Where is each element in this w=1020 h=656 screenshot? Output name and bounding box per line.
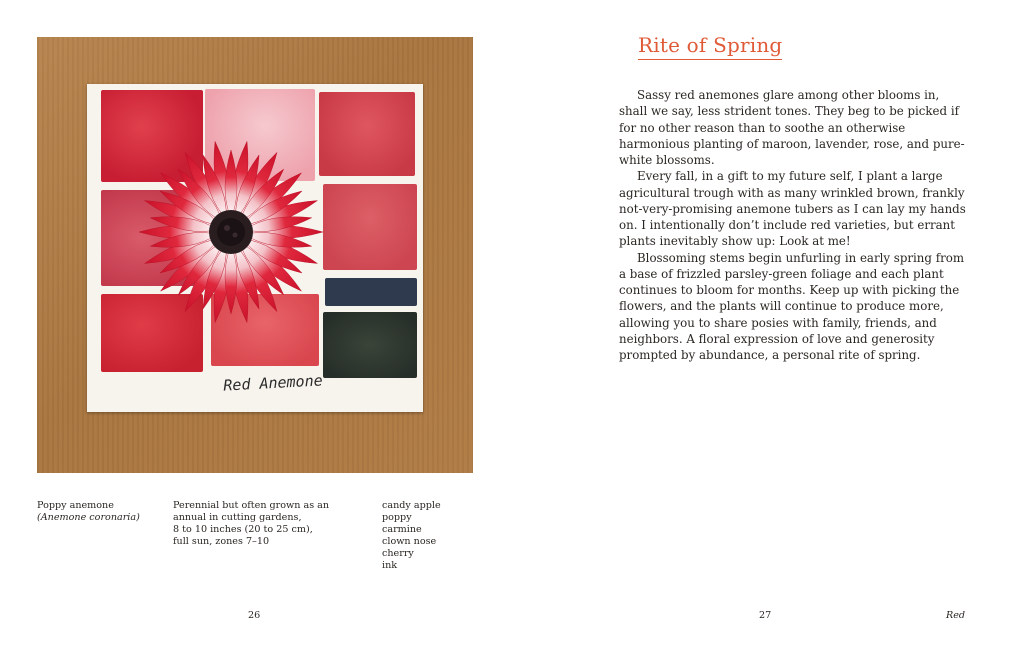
spec-growth-line: full sun, zones 7–10 [173, 536, 270, 547]
spec-growth-line: Perennial but often grown as an [173, 500, 330, 511]
watercolor-swatch-card [87, 84, 423, 412]
swatch-ink-blue [325, 278, 417, 306]
spec-growth-line: annual in cutting gardens, [173, 512, 302, 523]
red-anemone-flower [131, 132, 331, 332]
page-number-right: 27 [759, 610, 772, 621]
spec-color-names [382, 500, 472, 572]
card-handwritten-caption: Red Anemone [222, 371, 324, 395]
color-name: candy apple [382, 500, 441, 511]
spec-growth-line: 8 to 10 inches (20 to 25 cm), [173, 524, 313, 535]
swatch-carmine [319, 92, 415, 176]
running-footer-section: Red [946, 610, 966, 621]
anemone-photo [37, 37, 473, 473]
spec-plant-name [37, 500, 167, 524]
spec-latin-name: (Anemone coronaria) [37, 512, 140, 523]
page-number-left: 26 [248, 610, 261, 621]
spec-growth-info [173, 500, 343, 548]
swatch-ink-dark [323, 312, 417, 378]
body-paragraph: Blossoming stems begin unfurling in early spring from a base of frizzled parsley-green foliage and each plant continues to bloom for months. Keep up with picking the flowers, and the plants will continue to produce more, allowing you to share posies with family, friends, and neighbors. A floral expression of love and generosity prompted by abundance, a personal rite of spring. [619, 250, 965, 362]
color-name: ink [382, 560, 398, 571]
color-name: carmine [382, 524, 422, 535]
spec-common-name: Poppy anemone [37, 500, 114, 511]
body-paragraph: Every fall, in a gift to my future self, I plant a large agricultural trough with as many wrinkled brown, frankly not-very-promising anemone tubers as I can lay my hands on. I intentionally don’t include red varieties, but errant plants inevitably show up: Look at me! [619, 169, 966, 249]
color-name: cherry [382, 548, 414, 559]
page-title: Rite of Spring [638, 33, 782, 60]
swatch-clown-nose [323, 184, 417, 270]
body-text [619, 87, 967, 363]
color-name: poppy [382, 512, 412, 523]
body-paragraph: Sassy red anemones glare among other blooms in, shall we say, less strident tones. They beg to be picked if for no other reason than to soothe an otherwise harmonious planting of maroon, lavender, rose, and pure-white blossoms. [619, 88, 965, 167]
color-name: clown nose [382, 536, 437, 547]
